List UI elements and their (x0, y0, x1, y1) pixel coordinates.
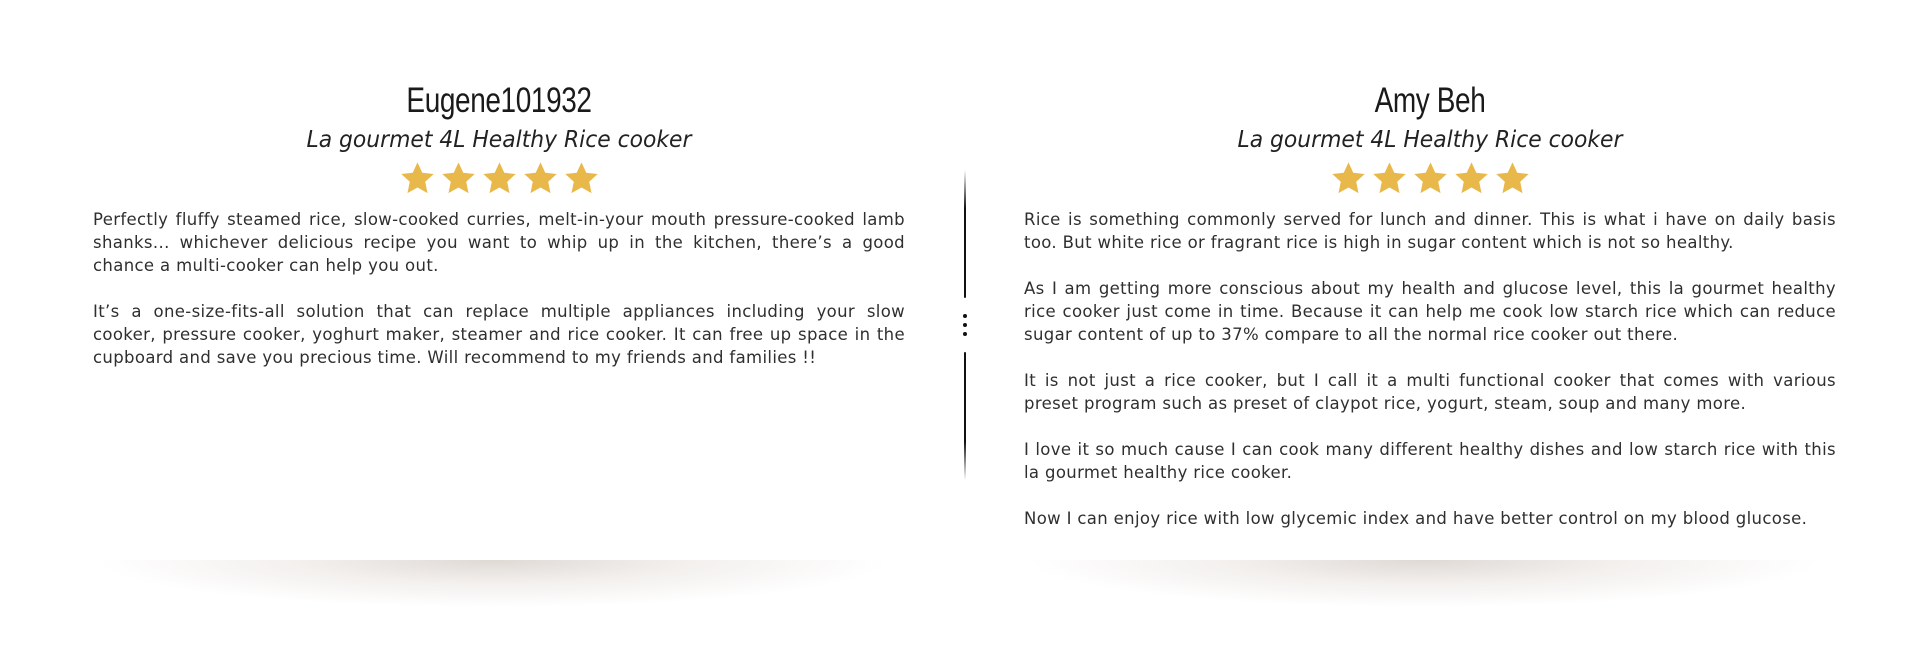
star-icon (399, 160, 436, 197)
review-text (1024, 208, 1836, 530)
review-card-2 (1024, 78, 1836, 553)
review-paragraph: It is not just a rice cooker, but I call it a multi functional cooker that comes with various preset program such as preset of claypot rice, yogurt, steam, soup and many more. (1024, 371, 1836, 413)
review-paragraph: As I am getting more conscious about my health and glucose level, this la gourmet healthy rice cooker just come in time. Because it can help me cook low starch rice which can reduce sugar content of up to 37% compare to all the normal rice cooker out there. (1024, 279, 1836, 344)
divider-line-bottom (964, 352, 966, 480)
divider-line-top (964, 170, 966, 298)
review-text (93, 208, 905, 369)
product-name: La gourmet 4L Healthy Rice cooker (1237, 127, 1623, 153)
star-icon (1453, 160, 1490, 197)
card-shadow (93, 560, 893, 608)
star-icon (1371, 160, 1408, 197)
star-icon (440, 160, 477, 197)
card-shadow (1024, 560, 1824, 608)
star-icon (481, 160, 518, 197)
star-rating (93, 160, 905, 200)
reviewer-name: Eugene101932 (406, 81, 592, 120)
review-paragraph: Perfectly fluffy steamed rice, slow-cooked curries, melt-in-your mouth pressure-cooked lamb shanks... whichever delicious recipe you want to whip up in the kitchen, there’s a good chance a multi-cooker can help you out. (93, 210, 905, 275)
review-card-1 (93, 78, 905, 392)
vertical-ellipsis-icon[interactable] (963, 323, 967, 327)
review-paragraph: I love it so much cause I can cook many different healthy dishes and low starch rice with this la gourmet healthy rice cooker. (1024, 440, 1836, 482)
review-paragraph: Now I can enjoy rice with low glycemic index and have better control on my blood glucose. (1024, 509, 1808, 528)
star-rating (1024, 160, 1836, 200)
vertical-ellipsis-icon[interactable] (963, 314, 967, 318)
star-icon (1412, 160, 1449, 197)
star-icon (563, 160, 600, 197)
product-name: La gourmet 4L Healthy Rice cooker (306, 127, 692, 153)
review-paragraph: Rice is something commonly served for lunch and dinner. This is what i have on daily basis too. But white rice or fragrant rice is high in sugar content which is not so healthy. (1024, 210, 1836, 252)
star-icon (1494, 160, 1531, 197)
vertical-ellipsis-icon[interactable] (963, 332, 967, 336)
review-divider[interactable] (963, 170, 967, 480)
star-icon (522, 160, 559, 197)
star-icon (1330, 160, 1367, 197)
reviewer-name: Amy Beh (1374, 81, 1486, 120)
review-paragraph: It’s a one-size-fits-all solution that can replace multiple appliances including your slow cooker, pressure cooker, yoghurt maker, steamer and rice cooker. It can free up space in the cupboard and save you precious time. Will recommend to my friends and families !! (93, 302, 905, 367)
